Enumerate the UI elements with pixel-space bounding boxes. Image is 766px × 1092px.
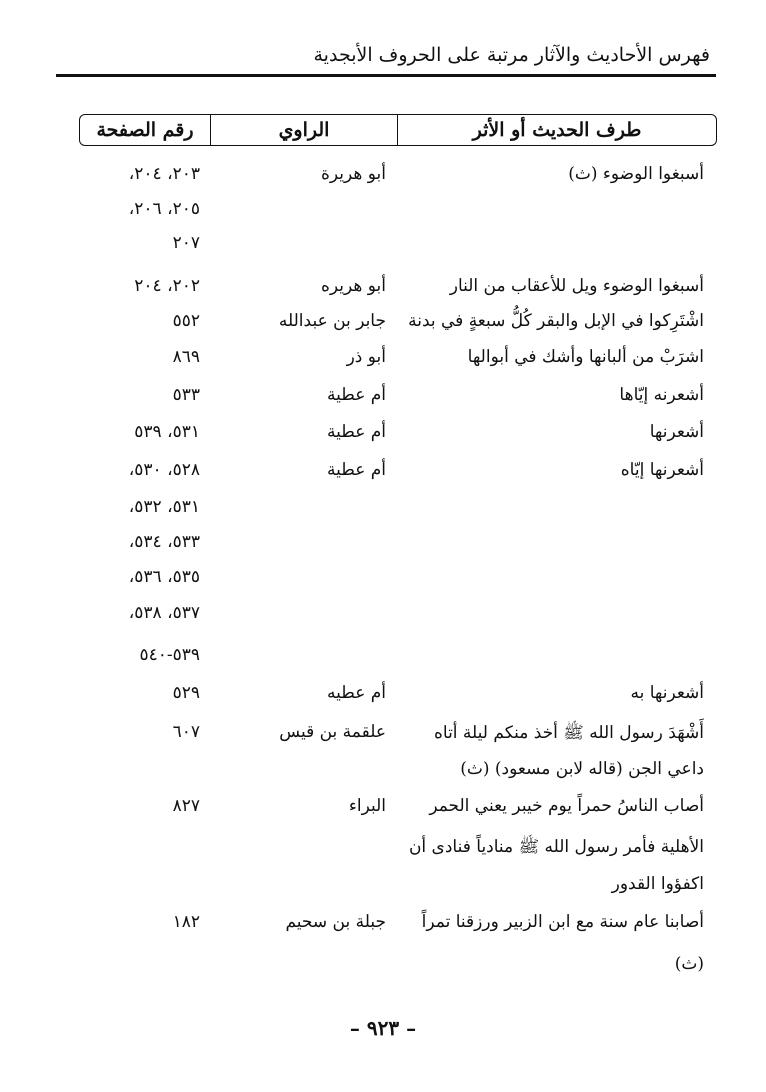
table-row [0,683,766,717]
table-row [0,954,766,988]
narrator: أم عطية [327,460,386,480]
table-row [0,722,766,756]
page-numbers: ٥٣٣ [172,385,200,405]
page-numbers: ٥٣٩-٥٤٠ [139,645,200,665]
column-header-text: طرف الحديث أو الأثر [397,115,716,145]
table-row [0,836,766,870]
page-numbers: ٥٣٣، ٥٣٤، [128,532,200,552]
hadith-text: أشعرنها إيّاه [620,460,704,480]
table-row [0,796,766,830]
hadith-text: اكفؤوا القدور [611,874,704,894]
hadith-text: أشعرنها به [630,683,704,703]
hadith-text: أسبغوا الوضوء (ث) [568,164,704,184]
table-row [0,422,766,456]
page-numbers: ٦٠٧ [172,722,200,742]
table-row [0,385,766,419]
narrator: أم عطية [327,422,386,442]
table-row [0,532,766,566]
table-row [0,164,766,198]
page-numbers: ١٨٢ [172,912,200,932]
hadith-text: الأهلية فأمر رسول الله ﷺ منادياً فنادى أن [408,837,704,857]
page-numbers: ٢٠٥، ٢٠٦، [128,199,200,219]
hadith-text: (ث) [674,954,704,974]
page-numbers: ٨٢٧ [172,796,200,816]
page-numbers: ٥٣٥، ٥٣٦، [128,567,200,587]
page-numbers: ٥٢٩ [172,683,200,703]
narrator: أم عطيه [327,683,386,703]
table-row [0,276,766,310]
narrator: أبو هريرة [320,164,386,184]
page-number: – ٩٢٣ – [349,1016,417,1040]
hadith-text: أصابنا عام سنة مع ابن الزبير ورزقنا تمراً [421,912,704,932]
header-rule [56,74,716,77]
hadith-text: أشعرنه إيّاها [619,385,704,405]
table-row [0,497,766,531]
narrator: أم عطية [327,385,386,405]
hadith-text: أَشْهَدَ رسول الله ﷺ أخذ منكم ليلة أتاه [433,723,704,743]
narrator: جابر بن عبدالله [278,311,386,331]
hadith-text: أسبغوا الوضوء ويل للأعقاب من النار [449,276,704,296]
table-row [0,199,766,233]
table-row [0,912,766,946]
table-row [0,311,766,345]
hadith-text: داعي الجن (قاله لابن مسعود) (ث) [460,759,704,779]
table-row [0,759,766,793]
page-numbers: ٢٠٢، ٢٠٤ [134,276,200,296]
page-numbers: ٨٦٩ [172,347,200,367]
narrator: أبو ذر [346,347,386,367]
page-numbers: ٢٠٣، ٢٠٤، [128,164,200,184]
table-row [0,460,766,494]
narrator: جبلة بن سحيم [285,912,386,932]
page-numbers: ٢٠٧ [172,233,200,253]
narrator: البراء [348,796,386,816]
page-numbers: ٥٥٢ [172,311,200,331]
page-numbers: ٥٣٧، ٥٣٨، [128,603,200,623]
table-row [0,645,766,679]
hadith-text: أشعرنها [649,422,704,442]
table-row [0,567,766,601]
narrator: علقمة بن قيس [279,722,386,742]
page-numbers: ٥٢٨، ٥٣٠، [128,460,200,480]
page-numbers: ٥٣١، ٥٣٩ [134,422,200,442]
hadith-text: اشرَبْ من ألبانها وأشك في أبوالها [467,347,704,367]
column-header-narrator: الراوي [210,115,397,145]
page-numbers: ٥٣١، ٥٣٢، [128,497,200,517]
table-row [0,603,766,637]
table-row [0,347,766,381]
narrator: أبو هريره [320,276,386,296]
running-head: فهرس الأحاديث والآثار مرتبة على الحروف الأبجدية [313,44,710,66]
hadith-text: اشْتَرِكوا في الإبل والبقر كُلُّ سبعةٍ في بدنة [408,311,704,331]
table-row [0,233,766,267]
table-row [0,874,766,908]
table-header [79,114,717,146]
hadith-text: أصاب الناسُ حمراً يوم خيبر يعني الحمر [429,796,704,816]
column-header-page: رقم الصفحة [96,119,194,141]
